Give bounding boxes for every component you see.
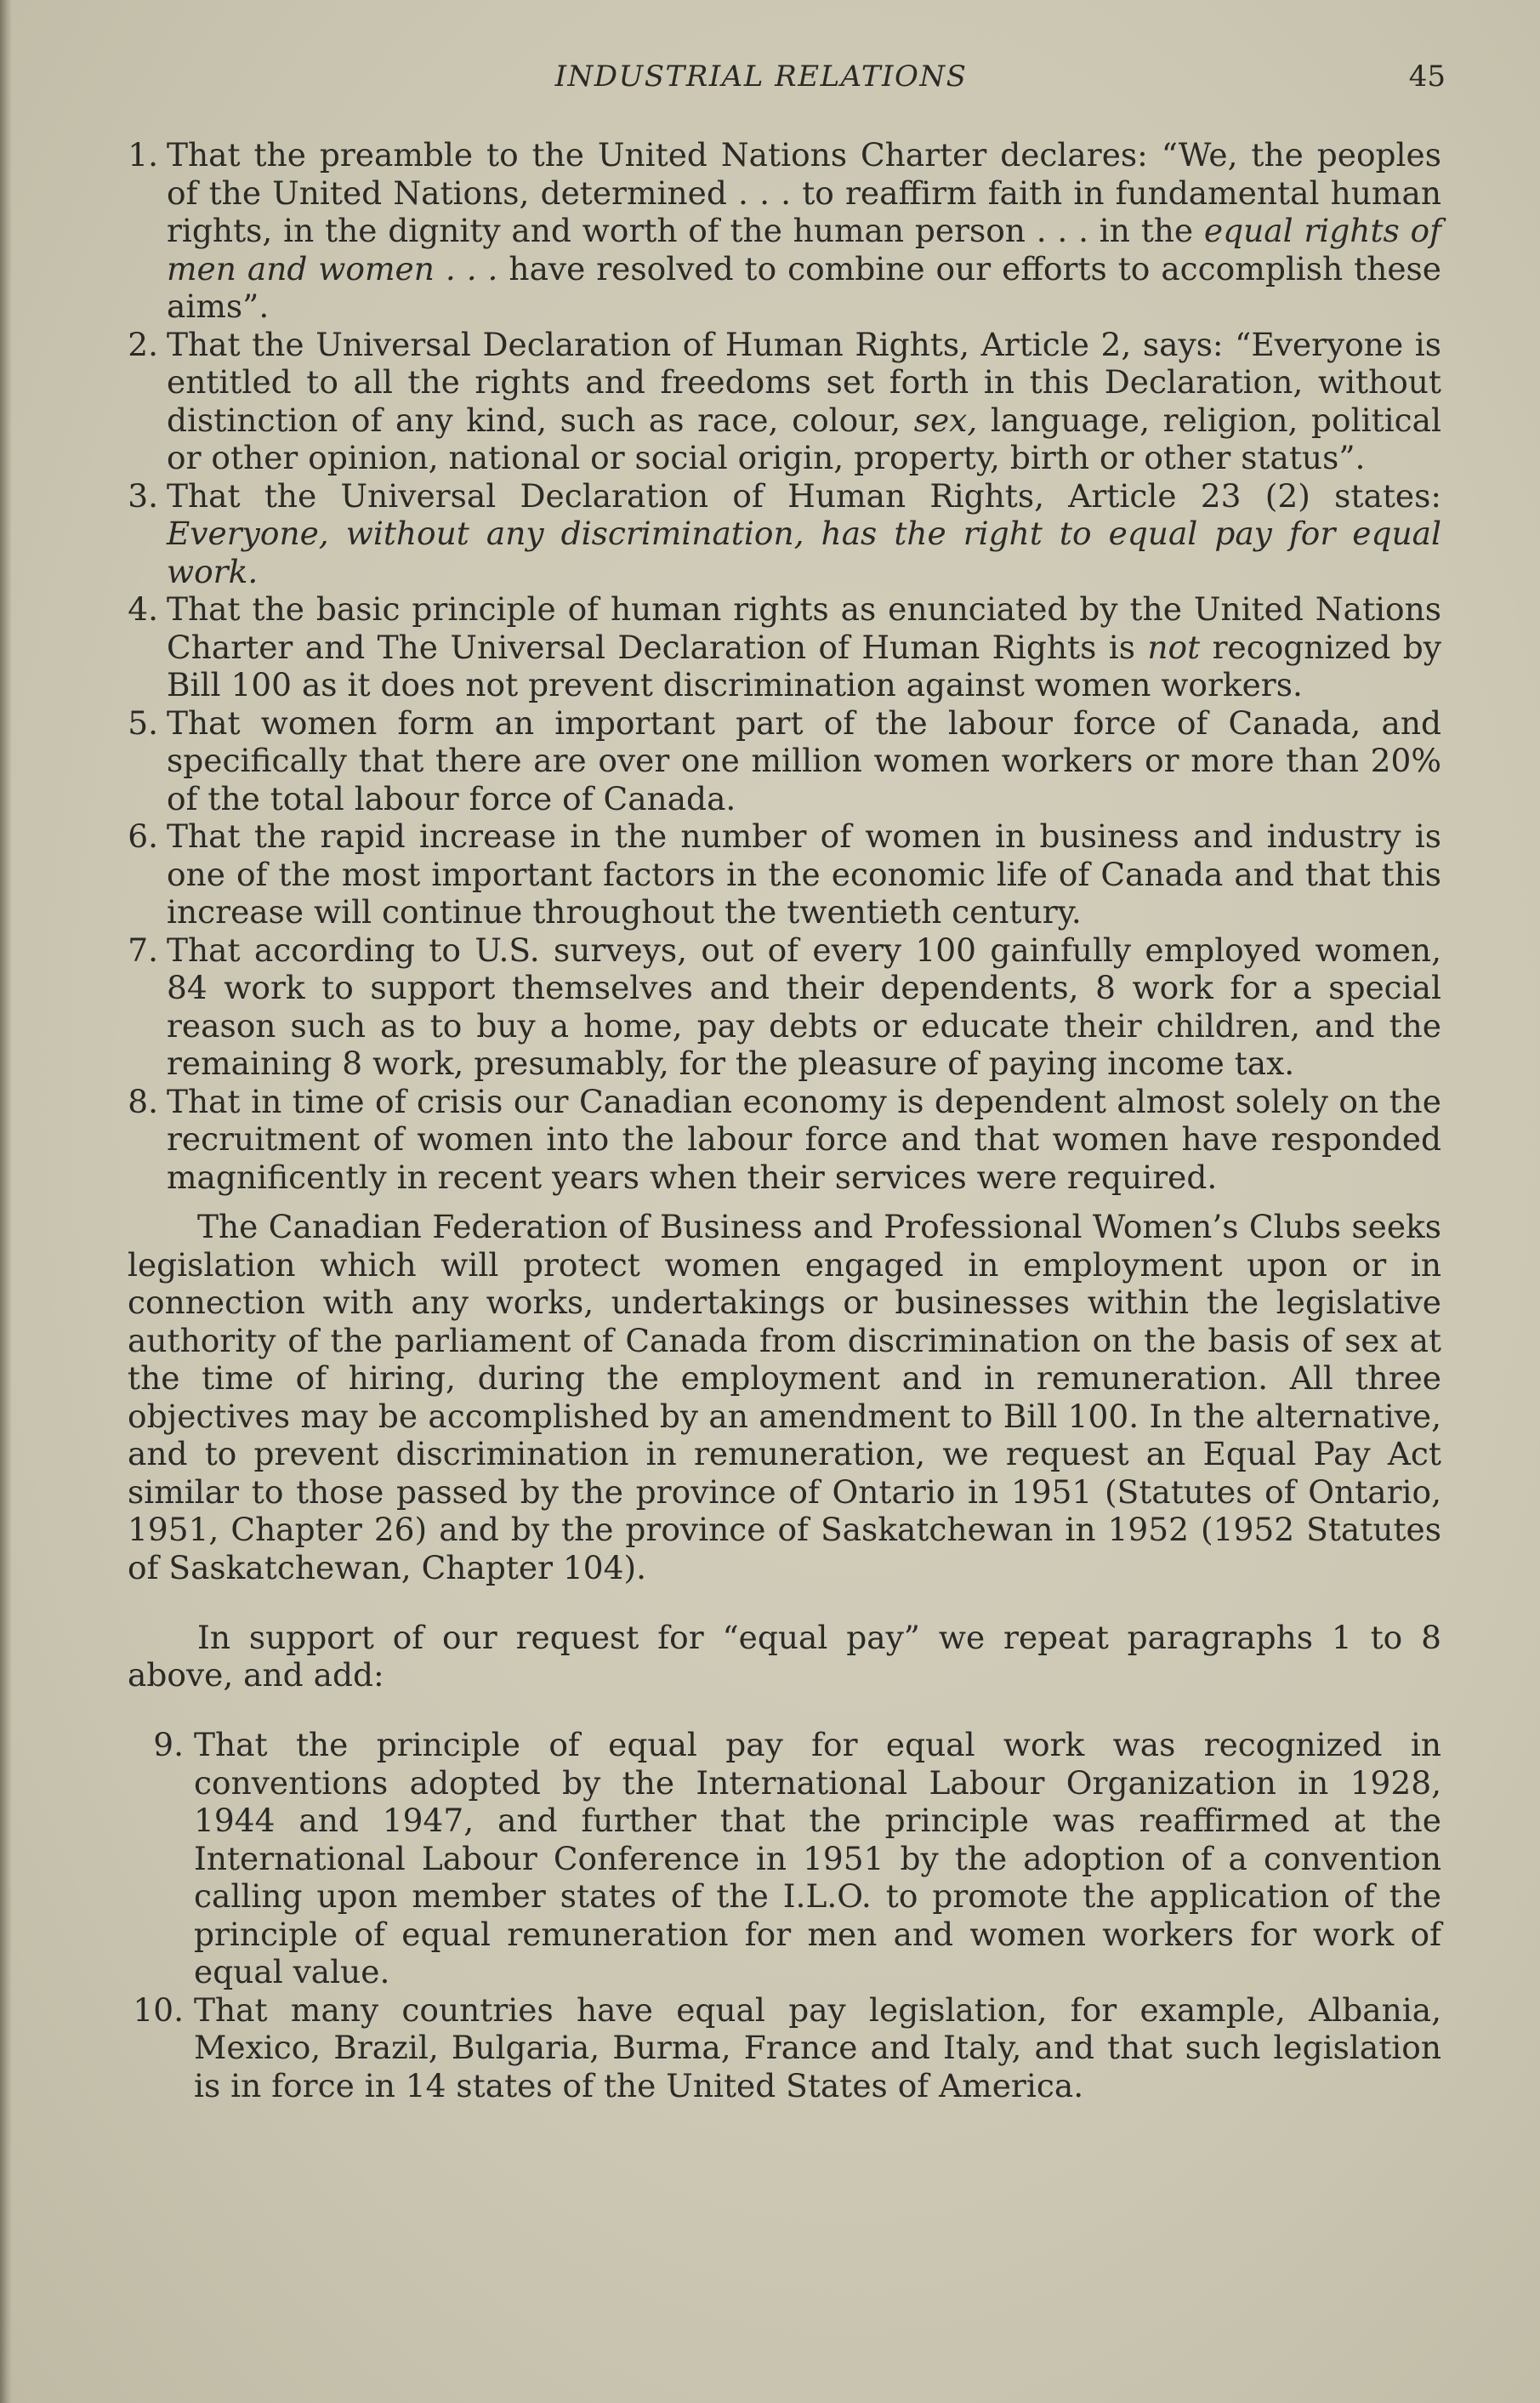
item-text: That the Universal Declaration of Human Rights, Article 2, says: “Everyone is entitled to all the rights and freedoms set forth in this Declaration, without distinction of any kind, such as race, colour, xyxy=(167,325,1441,439)
item-text: That in time of crisis our Canadian economy is dependent almost solely on the recruitment of women into the labour force and that women have responded magnificently in recent years when their services were required. xyxy=(167,1082,1441,1196)
item-number: 1. xyxy=(128,136,158,174)
list-item xyxy=(0,590,1441,704)
item-number: 5. xyxy=(128,703,158,742)
item-number: 8. xyxy=(128,1082,158,1120)
item-text: That according to U.S. surveys, out of every 100 gainfully employed women, 84 work to support themselves and their dependents, 8 work for a special reason such as to buy a home, pay debts or educate their children, and the remaining 8 work, presumably, for the pleasure of paying income tax. xyxy=(167,931,1441,1082)
list-item xyxy=(0,326,1441,477)
item-number: 6. xyxy=(128,817,158,855)
list-item xyxy=(0,1726,1441,1991)
list-item xyxy=(0,1083,1441,1197)
list-item xyxy=(0,704,1441,818)
item-text-italic: not xyxy=(1147,628,1201,666)
body-text xyxy=(128,136,1441,2104)
item-text: That women form an important part of the labour force of Canada, and specifically that there are over one million women workers or more than 20% of the total labour force of Canada. xyxy=(167,703,1441,817)
item-text: That many countries have equal pay legislation, for example, Albania, Mexico, Brazil, Bulgaria, Burma, France and Italy, and that such legislation is in force in 14 states of the United States of America. xyxy=(194,1990,1441,2104)
item-number: 9. xyxy=(153,1726,184,1763)
paragraph: The Canadian Federation of Business and Professional Women’s Clubs seeks legislation which will protect women engaged in employment upon or in connection with any works, undertakings or businesses within the legislative authority of the parliament of Canada from discrimination on the basis of sex at the time of hiring, during the employment and in remuneration. All three objectives may be accomplished by an amendment to Bill 100. In the alternative, and to prevent discrimination in remuneration, we request an Equal Pay Act similar to those passed by the province of Ontario in 1951 (Statutes of Ontario, 1951, Chapter 26) and by the province of Saskatchewan in 1952 (1952 Statutes of Saskatchewan, Chapter 104). xyxy=(128,1208,1441,1586)
list-item xyxy=(0,477,1441,591)
item-text: have resolved to combine our efforts to accomplish these aims”. xyxy=(167,249,1441,325)
item-text: That the preamble to the United Nations Charter declares: “We, the peoples of the United Nations, determined . . . to reaffirm faith in fundamental human rights, in the dignity and worth of the human person . . . in the xyxy=(167,136,1441,249)
item-text-italic: equal rights of men and women . . . xyxy=(167,212,1441,288)
list-item xyxy=(0,136,1441,326)
paragraph: In support of our request for “equal pay” we repeat paragraphs 1 to 8 above, and add: xyxy=(128,1618,1441,1694)
list-item xyxy=(0,817,1441,931)
item-number: 7. xyxy=(128,931,158,969)
list-item xyxy=(0,931,1441,1083)
item-text: language, religion, political or other opinion, national or social origin, property, birth or other status”. xyxy=(167,401,1441,476)
item-text: That the rapid increase in the number of women in business and industry is one of the most important factors in the economic life of Canada and that this increase will continue throughout the twentieth century. xyxy=(167,817,1441,931)
item-text: recognized by Bill 100 as it does not prevent discrimination against women workers. xyxy=(167,628,1441,703)
list-item xyxy=(0,1991,1441,2105)
page-header xyxy=(119,60,1446,102)
item-text-italic: Everyone, without any discrimination, has the right to equal pay for equal work. xyxy=(167,515,1441,590)
running-head: INDUSTRIAL RELATIONS xyxy=(554,60,968,94)
item-text-italic: sex, xyxy=(913,401,978,439)
item-number: 3. xyxy=(128,476,158,515)
numbered-list-1-to-8 xyxy=(128,136,1441,1196)
item-text: That the Universal Declaration of Human Rights, Article 23 (2) states: xyxy=(167,476,1441,515)
item-text: That the principle of equal pay for equal work was recognized in conventions adopted by the International Labour Organization in 1928, 1944 and 1947, and further that the principle was reaffirmed at the International Labour Conference in 1951 by the adoption of a convention calling upon member states of the I.L.O. to promote the application of the principle of equal remuneration for men and women workers for work of equal value. xyxy=(194,1726,1441,1990)
item-number: 10. xyxy=(133,1990,184,2029)
item-text: That the basic principle of human rights as enunciated by the United Nations Charter and The Universal Declaration of Human Rights is xyxy=(167,590,1441,666)
item-number: 4. xyxy=(128,590,158,628)
page-number: 45 xyxy=(1408,60,1446,94)
item-number: 2. xyxy=(128,325,158,363)
numbered-list-9-to-10 xyxy=(128,1726,1441,2104)
